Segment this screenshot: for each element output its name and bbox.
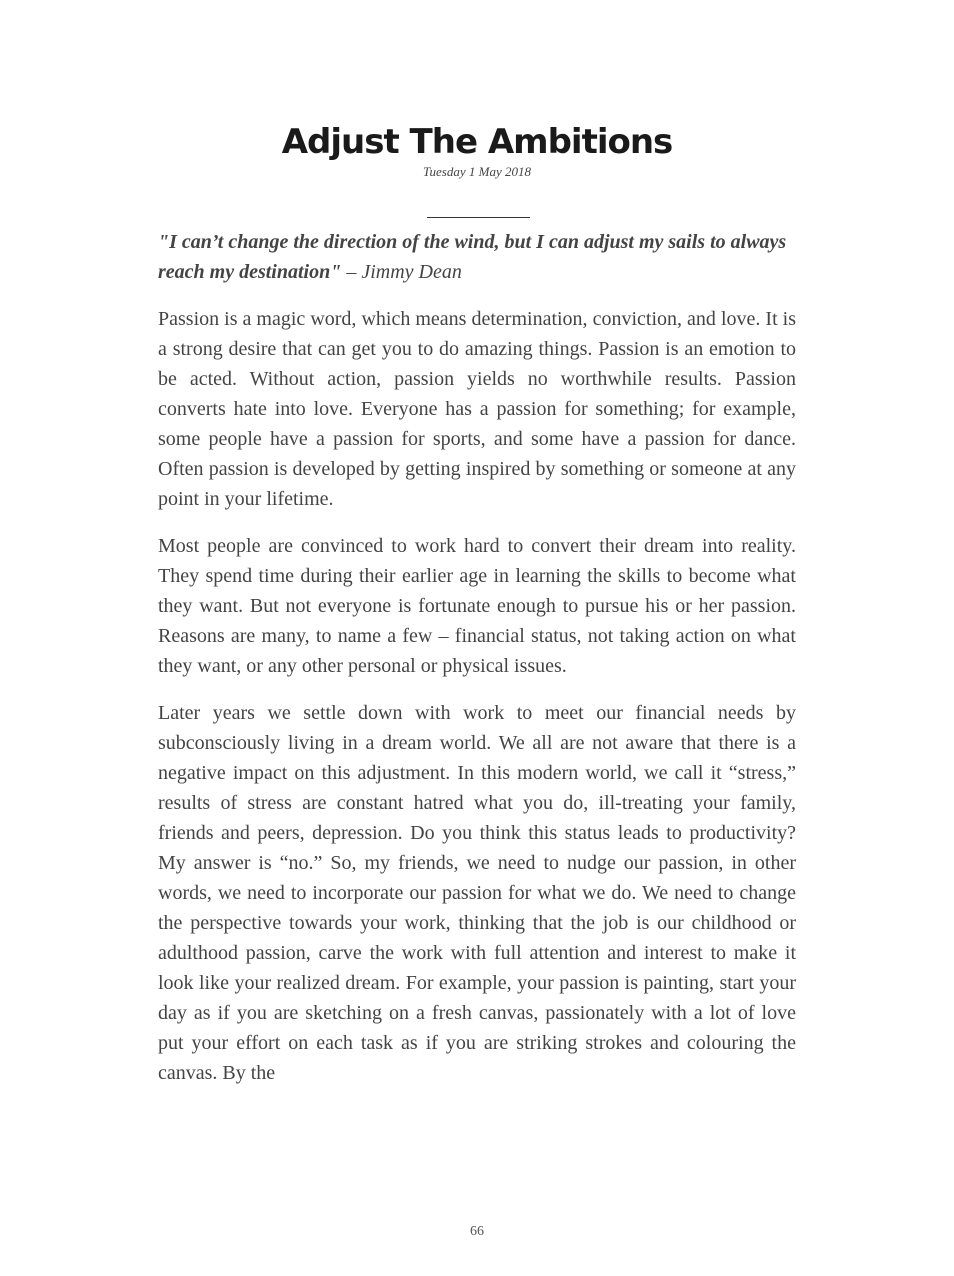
page-title: Adjust The Ambitions	[281, 122, 673, 162]
paragraph-3: Later years we settle down with work to meet our financial needs by subconsciously living in a dream world. We all are not aware that there is a negative impact on this adjustment. In this modern world, we call it “stress,” results of stress are constant hatred what you do, ill-treating your family, friends and peers, depression. Do you think this status leads to productivity? My answer is “no.” So, my friends, we need to nudge our passion, in other words, we need to incorporate our passion for what we do. We need to change the perspective towards your work, thinking that the job is our childhood or adulthood passion, carve the work with full attention and interest to make it look like your realized dream. For example, your passion is painting, start your day as if you are sketching on a fresh canvas, passionately with a lot of love put your effort on each task as if you are striking strokes and colouring the canvas. By the	[158, 702, 796, 1084]
page-number: 66	[470, 1224, 484, 1239]
quote-attribution: – Jimmy Dean	[341, 261, 462, 283]
post-date: Tuesday 1 May 2018	[423, 164, 531, 179]
article-body	[158, 227, 796, 1105]
paragraph-1: Passion is a magic word, which means determination, conviction, and love. It is a strong desire that can get you to do amazing things. Passion is an emotion to be acted. Without action, passion yields no worthwhile results. Passion converts hate into love. Everyone has a passion for something; for example, some people have a passion for sports, and some have a passion for dance. Often passion is developed by getting inspired by something or someone at any point in your lifetime.	[158, 308, 796, 510]
epigraph-quote	[158, 227, 796, 287]
quote-text: "I can’t change the direction of the wind, but I can adjust my sails to always reach my destination"	[158, 231, 787, 283]
paragraph-2: Most people are convinced to work hard to convert their dream into reality. They spend time during their earlier age in learning the skills to become what they want. But not everyone is fortunate enough to pursue his or her passion. Reasons are many, to name a few – financial status, not taking action on what they want, or any other personal or physical issues.	[158, 535, 796, 677]
title-divider	[427, 217, 530, 218]
